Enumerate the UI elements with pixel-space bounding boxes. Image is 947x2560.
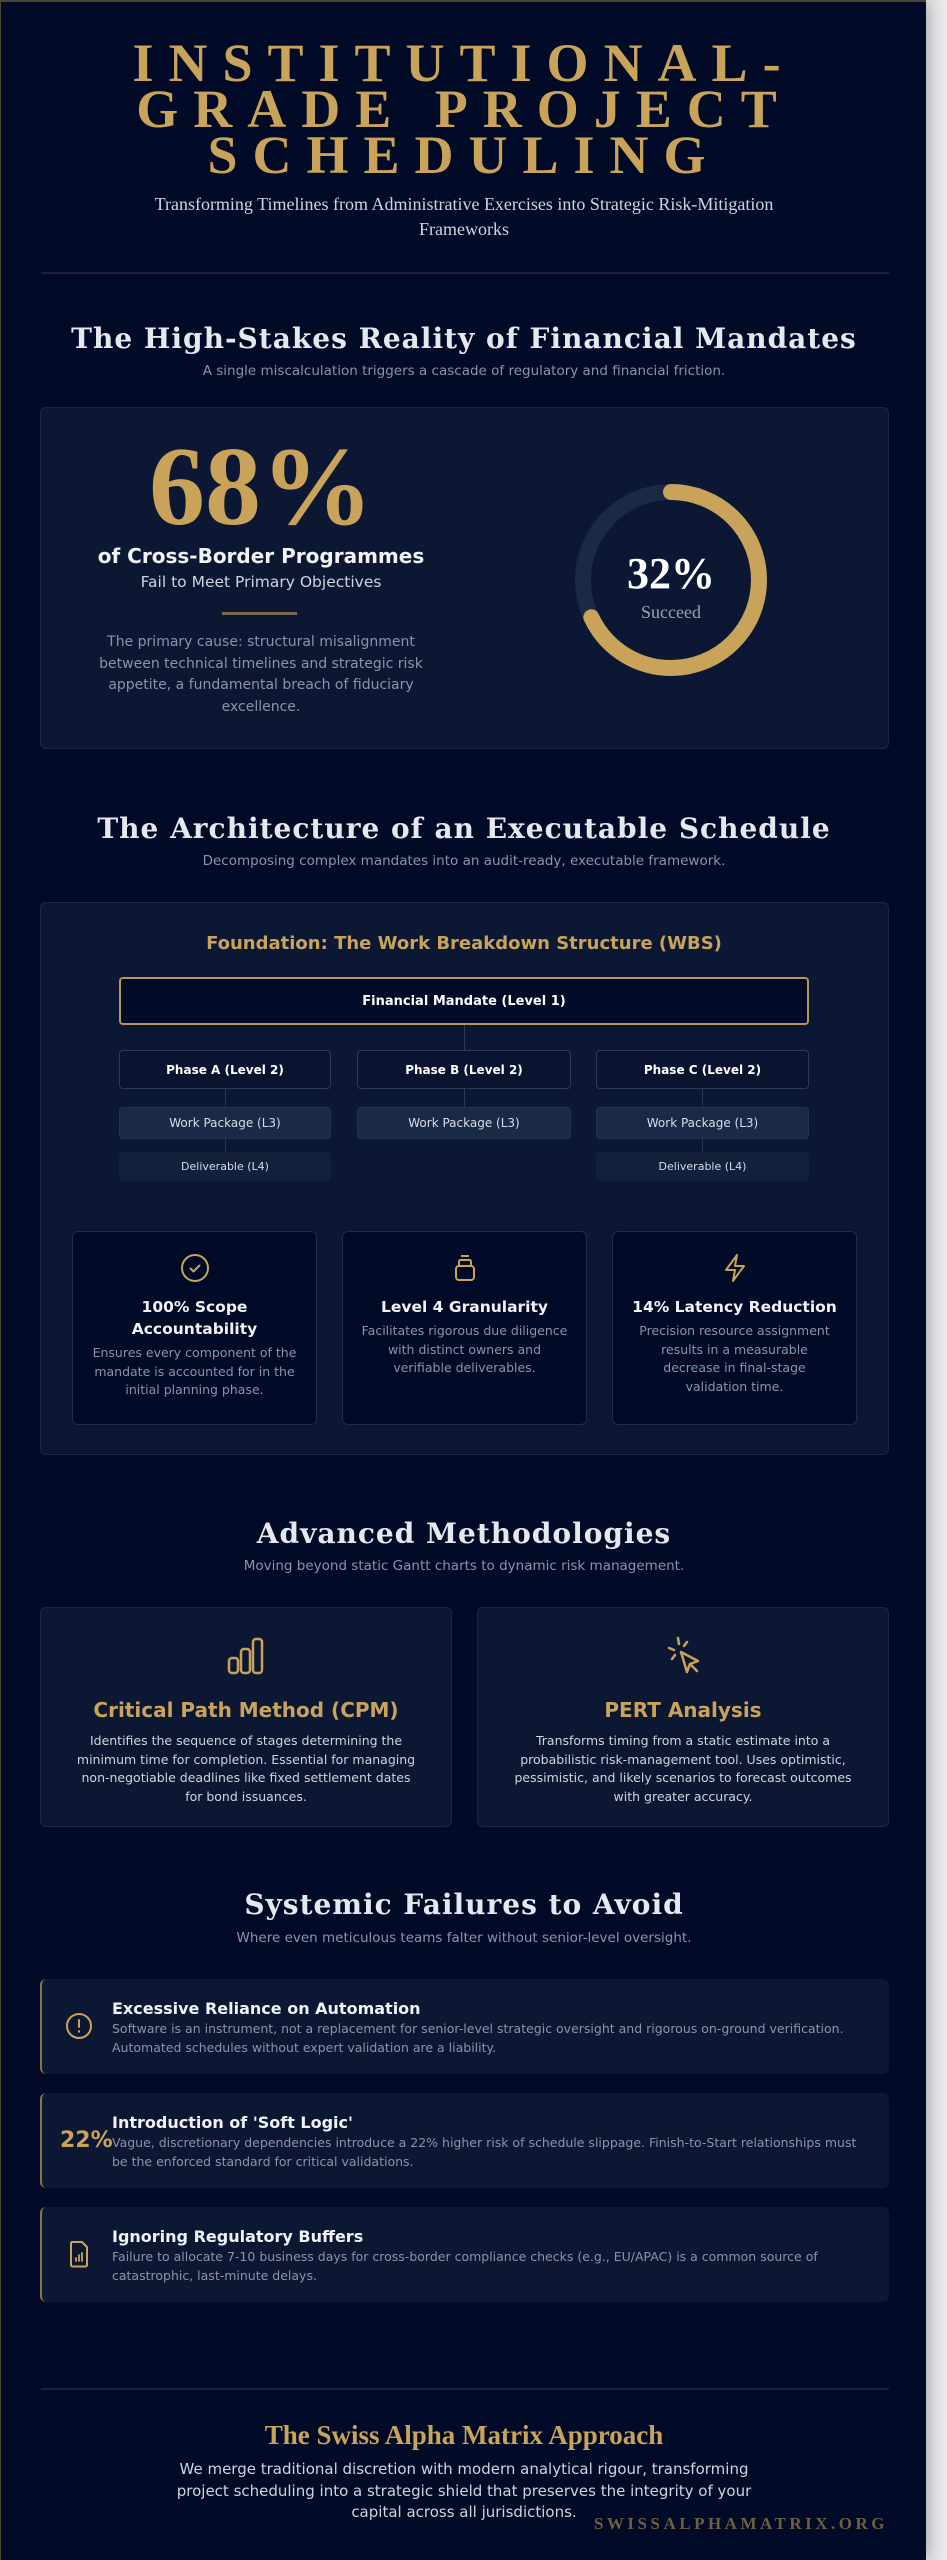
feature-desc: Facilitates rigorous due diligence with distinct owners and verifiable deliverables. bbox=[361, 1323, 568, 1375]
stat-value: 68% bbox=[149, 425, 373, 549]
wbs-phase-node: Phase B (Level 2) bbox=[357, 1050, 571, 1089]
section-heading: The Architecture of an Executable Schedule bbox=[97, 812, 831, 845]
wbs-work-package: Work Package (L3) bbox=[119, 1107, 331, 1139]
feature-card bbox=[342, 1231, 587, 1425]
section-subheading: Where even meticulous teams falter without senior-level oversight. bbox=[236, 1930, 692, 1946]
watermark: SWISSALPHAMATRIX.ORG bbox=[593, 2514, 888, 2533]
section-heading: Systemic Failures to Avoid bbox=[244, 1888, 684, 1921]
methodology-desc: Transforms timing from a static estimate into a probabilistic risk-management tool. Uses optimistic, pessimistic, and likely scenarios to forecast outcomes with greater accuracy. bbox=[514, 1733, 852, 1804]
failure-desc: Software is an instrument, not a replacement for senior-level strategic oversight and rigorous on-ground verification. Automated schedules without expert validation are a liability. bbox=[112, 2021, 844, 2055]
wbs-deliverable: Deliverable (L4) bbox=[596, 1152, 809, 1181]
connector bbox=[464, 1025, 465, 1050]
stat-sublabel: Fail to Meet Primary Objectives bbox=[140, 573, 382, 591]
alert-circle-icon bbox=[64, 2011, 94, 2041]
divider bbox=[41, 272, 889, 274]
title-line: GRADE PROJECT bbox=[136, 79, 792, 139]
feature-title: Level 4 Granularity bbox=[380, 1298, 549, 1316]
failure-badge: 22% bbox=[60, 2127, 113, 2153]
title-line: SCHEDULING bbox=[207, 125, 721, 185]
stack-icon bbox=[449, 1252, 481, 1284]
failure-title: Introduction of 'Soft Logic' bbox=[112, 2113, 353, 2132]
connector bbox=[702, 1089, 703, 1107]
feature-title: 14% Latency Reduction bbox=[632, 1298, 837, 1316]
feature-desc: Precision resource assignment results in a measurable decrease in final-stage validation time. bbox=[639, 1323, 830, 1394]
divider bbox=[41, 2388, 889, 2390]
wbs-phase-node: Phase A (Level 2) bbox=[119, 1050, 331, 1089]
section-heading: The High-Stakes Reality of Financial Mandates bbox=[71, 322, 857, 355]
failure-desc: Failure to allocate 7-10 business days for cross-border compliance checks (e.g., EU/APAC) is a common source of catastrophic, last-minute delays. bbox=[112, 2249, 818, 2283]
section-heading: Advanced Methodologies bbox=[256, 1517, 672, 1550]
stat-card bbox=[40, 407, 889, 749]
failure-card bbox=[40, 1979, 889, 2074]
feature-card bbox=[612, 1231, 857, 1425]
file-chart-icon bbox=[64, 2239, 94, 2269]
connector bbox=[464, 1089, 465, 1107]
pointer-click-icon bbox=[661, 1634, 705, 1678]
methodology-desc: Identifies the sequence of stages determining the minimum time for completion. Essential for managing non-negotiable deadlines like fixed settlement dates for bond issuances. bbox=[76, 1733, 416, 1804]
section-subheading: Decomposing complex mandates into an audit-ready, executable framework. bbox=[202, 853, 726, 869]
connector bbox=[225, 1089, 226, 1107]
failure-card bbox=[40, 2093, 889, 2188]
lightning-icon bbox=[719, 1252, 751, 1284]
failure-title: Ignoring Regulatory Buffers bbox=[112, 2227, 364, 2246]
footer-title: The Swiss Alpha Matrix Approach bbox=[264, 2420, 664, 2450]
wbs-phase-node: Phase C (Level 2) bbox=[596, 1050, 809, 1089]
connector bbox=[702, 1139, 703, 1152]
methodology-card bbox=[477, 1607, 889, 1827]
bar-chart-icon bbox=[224, 1634, 268, 1678]
feature-card bbox=[72, 1231, 317, 1425]
feature-title: 100% Scope Accountability bbox=[131, 1298, 258, 1338]
failure-desc: Vague, discretionary dependencies introduce a 22% higher risk of schedule slippage. Finish-to-Start relationships must be the enforced standard for critical validations. bbox=[112, 2135, 857, 2169]
stat-divider bbox=[222, 612, 297, 615]
methodology-title: Critical Path Method (CPM) bbox=[93, 1698, 399, 1722]
wbs-deliverable: Deliverable (L4) bbox=[119, 1152, 331, 1181]
page-title bbox=[1, 33, 927, 185]
feature-desc: Ensures every component of the mandate is accounted for in the initial planning phase. bbox=[92, 1345, 297, 1397]
donut-value: 32% bbox=[627, 549, 715, 598]
wbs-work-package: Work Package (L3) bbox=[596, 1107, 809, 1139]
section-subheading: Moving beyond static Gantt charts to dynamic risk management. bbox=[243, 1558, 685, 1574]
connector bbox=[225, 1139, 226, 1152]
wbs-title: Foundation: The Work Breakdown Structure (WBS) bbox=[206, 933, 722, 954]
donut-label: Succeed bbox=[641, 602, 701, 622]
methodology-card bbox=[40, 1607, 452, 1827]
footer-text: We merge traditional discretion with modern analytical rigour, transforming project scheduling into a strategic shield that preserves the integrity of your capital across all jurisdictions. bbox=[176, 2460, 752, 2521]
wbs-work-package: Work Package (L3) bbox=[357, 1107, 571, 1139]
title-line: INSTITUTIONAL- bbox=[132, 33, 796, 93]
stat-label: of Cross-Border Programmes bbox=[97, 544, 425, 568]
stat-cause: The primary cause: structural misalignment between technical timelines and strategic risk appetite, a fundamental breach of fiduciary excellence. bbox=[99, 634, 423, 715]
failure-title: Excessive Reliance on Automation bbox=[112, 1999, 421, 2018]
check-circle-icon bbox=[179, 1252, 211, 1284]
page-subtitle: Transforming Timelines from Administrative Exercises into Strategic Risk-Mitigation Frameworks bbox=[154, 194, 774, 239]
wbs-level1-node: Financial Mandate (Level 1) bbox=[119, 977, 809, 1025]
section-subheading: A single miscalculation triggers a cascade of regulatory and financial friction. bbox=[202, 363, 726, 379]
methodology-title: PERT Analysis bbox=[604, 1698, 762, 1722]
failure-card bbox=[40, 2207, 889, 2302]
